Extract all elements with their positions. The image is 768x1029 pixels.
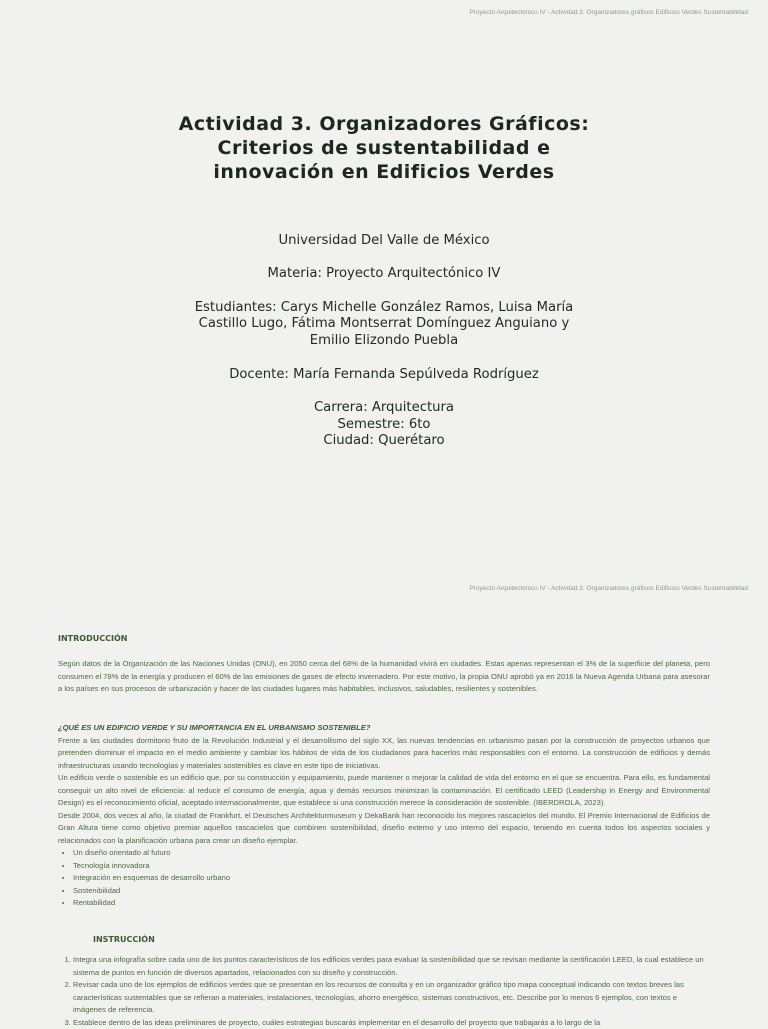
students-line-3: Emilio Elizondo Puebla	[310, 333, 458, 348]
instruction-list	[58, 954, 710, 1029]
list-item: • Sostenibilidad	[73, 885, 710, 898]
university: Universidad Del Valle de México	[0, 233, 768, 250]
career: Carrera: Arquitectura	[314, 400, 454, 415]
section-question: ¿QUÉ ES UN EDIFICIO VERDE Y SU IMPORTANCIA EN EL URBANISMO SOSTENIBLE?	[58, 722, 710, 735]
teacher: Docente: María Fernanda Sepúlveda Rodríguez	[0, 367, 768, 384]
award-criteria-list	[58, 847, 710, 910]
green-building-section	[58, 722, 710, 910]
list-item: • Rentabilidad	[73, 897, 710, 910]
semester: Semestre: 6to	[338, 417, 431, 432]
students-line-2: Castillo Lugo, Fátima Montserrat Domínguez Anguiano y	[199, 316, 570, 331]
list-item: • Integración en esquemas de desarrollo urbano	[73, 872, 710, 885]
section-paragraph-1: Frente a las ciudades dormitorio fruto de la Revolución Industrial y el desarrollismo del siglo XX, las nuevas tendencias en urbanismo pasan por la construcción de proyectos urbanos que pretenden disminuir el impacto en el medio ambiente y cambiar los hábitos de vida de los ciudadanos para hacerlos más responsables con el entorno. La construcción de edificios y demás infraestructuras usando tecnologías y materiales sostenibles es clave en este tipo de iniciativas.	[58, 735, 710, 773]
instruction-item: 1. Integra una infografía sobre cada uno de los puntos característicos de los edificios verdes para evaluar la sostenibilidad que se revisan mediante la certificación LEED, la cual establece un sistema de puntos en función de diversos apartados, relacionados con su diseño y construcción.	[73, 954, 710, 979]
intro-body	[58, 658, 710, 696]
header-note: Proyecto Arquitectónico IV - Actividad 3. Organizadores gráficos Edificios Verdes Sustentabilidad	[469, 9, 748, 16]
intro-heading: INTRODUCCIÓN	[58, 634, 127, 643]
document-title	[0, 112, 768, 184]
title-line-2: Criterios de sustentabilidad e	[0, 136, 768, 160]
program	[0, 400, 768, 450]
instruction-heading: INSTRUCCIÓN	[93, 935, 155, 944]
title-line-1: Actividad 3. Organizadores Gráficos:	[0, 112, 768, 136]
instruction-body	[58, 954, 710, 1029]
city: Ciudad: Querétaro	[323, 433, 444, 448]
instruction-item: 3. Establece dentro de las ideas preliminares de proyecto, cuáles estrategias buscarás implementar en el desarrollo del proyecto que trabajarás a lo largo de la	[73, 1017, 710, 1029]
subject: Materia: Proyecto Arquitectónico IV	[0, 266, 768, 283]
intro-paragraph: Según datos de la Organización de las Naciones Unidas (ONU), en 2050 cerca del 68% de la humanidad vivirá en ciudades. Estas apenas representan el 3% de la superficie del planeta, pero consumen el 78% de la energía y producen el 60% de las emisiones de gases de efecto invernadero. Por este motivo, la propia ONU aprobó ya en 2016 la Nueva Agenda Urbana para asesorar a los países en sus procesos de urbanización y hacer de las ciudades lugares más habitables, inclusivos, saludables, resilientes y sostenibles.	[58, 658, 710, 696]
cover-info	[0, 233, 768, 467]
students	[0, 300, 768, 350]
header-note-page-2: Proyecto Arquitectónico IV - Actividad 3. Organizadores gráficos Edificios Verdes Sustentabilidad	[469, 585, 748, 592]
instruction-item: 2. Revisar cada uno de los ejemplos de edificios verdes que se presentan en los recursos de consulta y en un organizador gráfico tipo mapa conceptual indicando con textos breves las características sustentables que se refieran a materiales, instalaciones, tecnologías, ahorro energético, sistemas constructivos, etc. Describe por lo menos 6 ejemplos, con textos e imágenes de referencia.	[73, 979, 710, 1017]
list-item: • Tecnología innovadora	[73, 860, 710, 873]
students-line-1: Estudiantes: Carys Michelle González Ramos, Luisa María	[195, 300, 574, 315]
list-item: • Un diseño orientado al futuro	[73, 847, 710, 860]
section-paragraph-2: Un edificio verde o sostenible es un edificio que, por su construcción y equipamiento, puede mantener o mejorar la calidad de vida del entorno en el que se encuentra. Para ello, es fundamental conseguir un alto nivel de eficiencia: al reducir el consumo de energía, agua y demás recursos minimizan la contaminación. El certificado LEED (Leadership in Energy and Environmental Design) es el reconocimiento oficial, aceptado internacionalmente, que establece si una construcción merece la consideración de sostenible. (IBERDROLA, 2023).	[58, 772, 710, 810]
title-line-3: innovación en Edificios Verdes	[0, 160, 768, 184]
section-paragraph-3: Desde 2004, dos veces al año, la ciudad de Frankfurt, el Deutsches Architekturmuseum y DekaBank han reconocido los mejores rascacielos del mundo. El Premio Internacional de Edificios de Gran Altura tiene como objetivo premiar aquellos rascacielos que combinen sostenibilidad, diseño externo y uso interno del espacio, teniendo en cuenta todos los aspectos sociales y relacionados con la planificación urbana para crear un diseño ejemplar.	[58, 810, 710, 848]
